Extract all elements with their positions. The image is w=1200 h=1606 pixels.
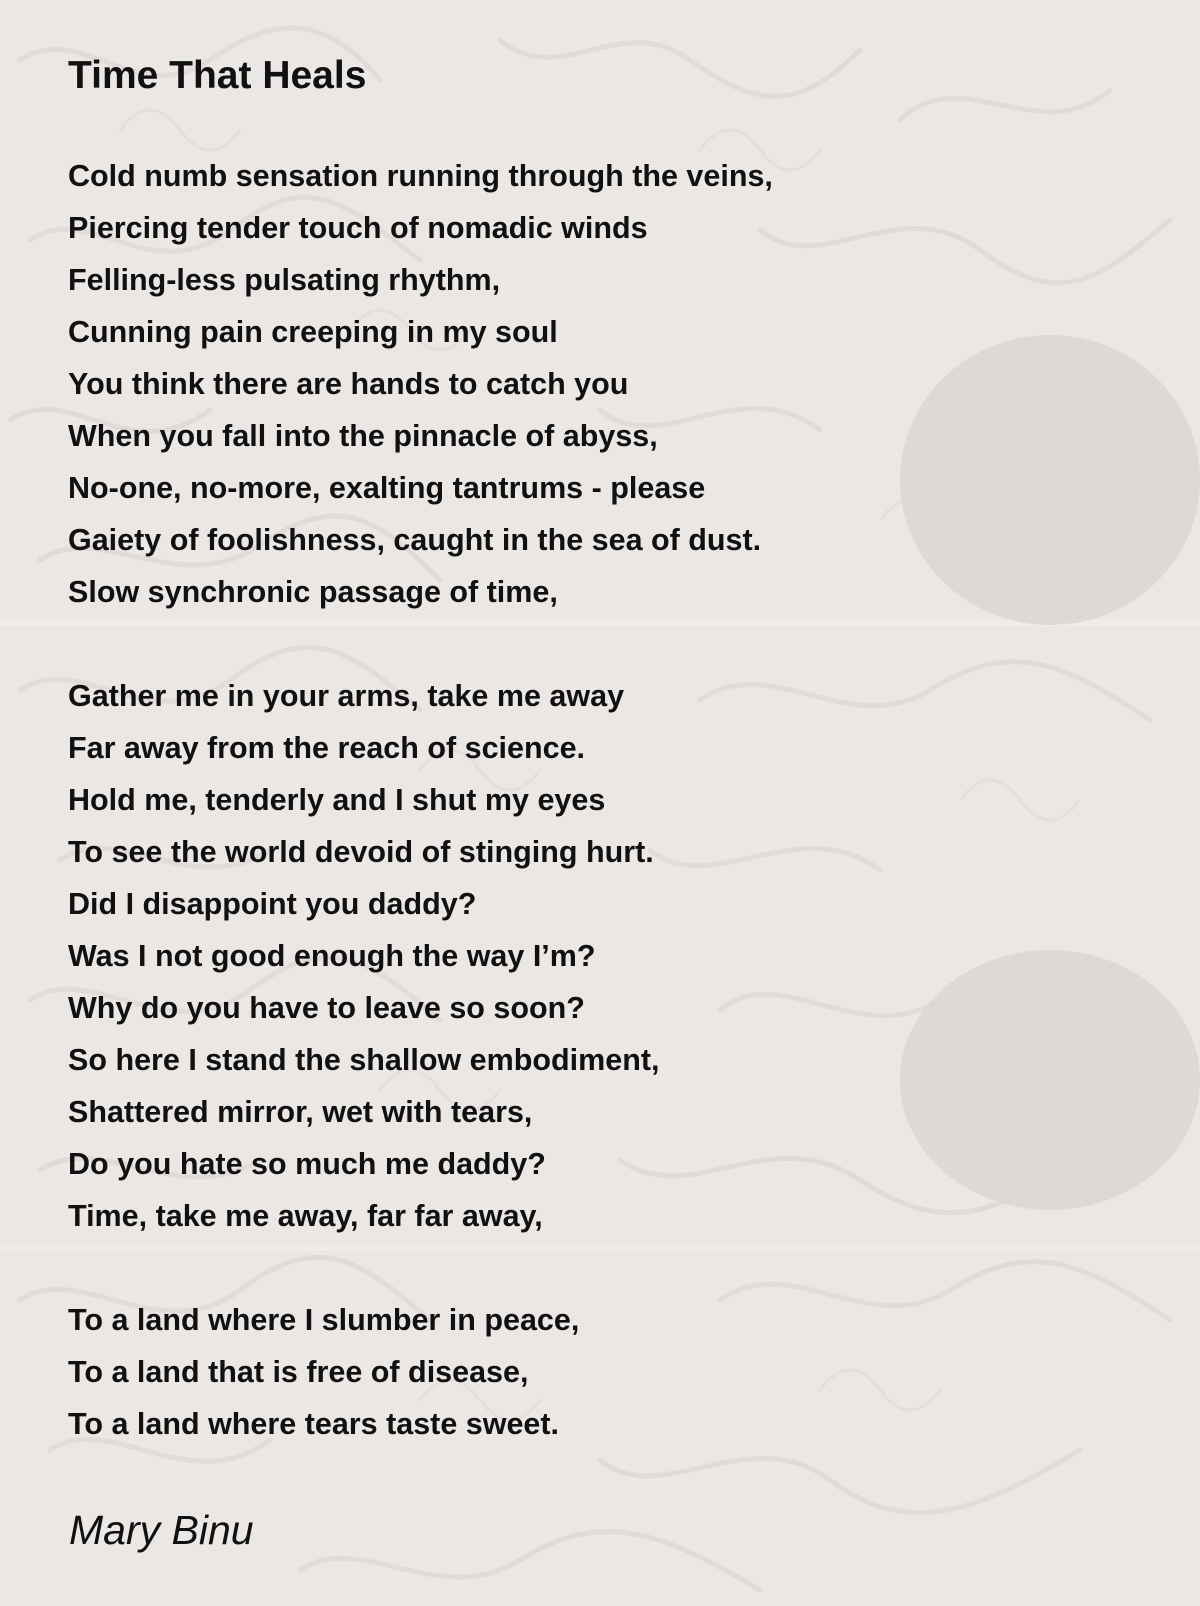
poem-line: To a land where I slumber in peace, <box>68 1303 580 1337</box>
poem-line: Do you hate so much me daddy? <box>68 1147 546 1181</box>
stanza-1 <box>68 150 1068 618</box>
poem-author: Mary Binu <box>69 1507 254 1553</box>
poem-line: Cold numb sensation running through the veins, <box>68 159 773 193</box>
poem-line: Far away from the reach of science. <box>68 731 586 765</box>
poem-line: Time, take me away, far far away, <box>68 1199 543 1233</box>
poem-line: No-one, no-more, exalting tantrums - please <box>68 471 706 505</box>
poem-line: Was I not good enough the way I’m? <box>68 939 596 973</box>
poem-line: When you fall into the pinnacle of abyss, <box>68 419 658 453</box>
poem-line: So here I stand the shallow embodiment, <box>68 1043 660 1077</box>
stanza-3 <box>68 1294 1068 1450</box>
poem-line: Hold me, tenderly and I shut my eyes <box>68 783 606 817</box>
poem-line: Shattered mirror, wet with tears, <box>68 1095 533 1129</box>
poem-line: To a land that is free of disease, <box>68 1355 529 1389</box>
poem-line: You think there are hands to catch you <box>68 367 629 401</box>
poem-line: To see the world devoid of stinging hurt. <box>68 835 654 869</box>
poem-line: Felling-less pulsating rhythm, <box>68 263 501 297</box>
stanza-2 <box>68 670 1068 1242</box>
poem-line: Gather me in your arms, take me away <box>68 679 625 713</box>
poem-line: To a land where tears taste sweet. <box>68 1407 560 1441</box>
poem-line: Why do you have to leave so soon? <box>68 991 585 1025</box>
poem-line: Slow synchronic passage of time, <box>68 575 558 609</box>
poem-line: Gaiety of foolishness, caught in the sea of dust. <box>68 523 762 557</box>
poem-line: Did I disappoint you daddy? <box>68 887 477 921</box>
poem-line: Piercing tender touch of nomadic winds <box>68 211 648 245</box>
poem-line: Cunning pain creeping in my soul <box>68 315 558 349</box>
poem-title: Time That Heals <box>68 54 367 97</box>
